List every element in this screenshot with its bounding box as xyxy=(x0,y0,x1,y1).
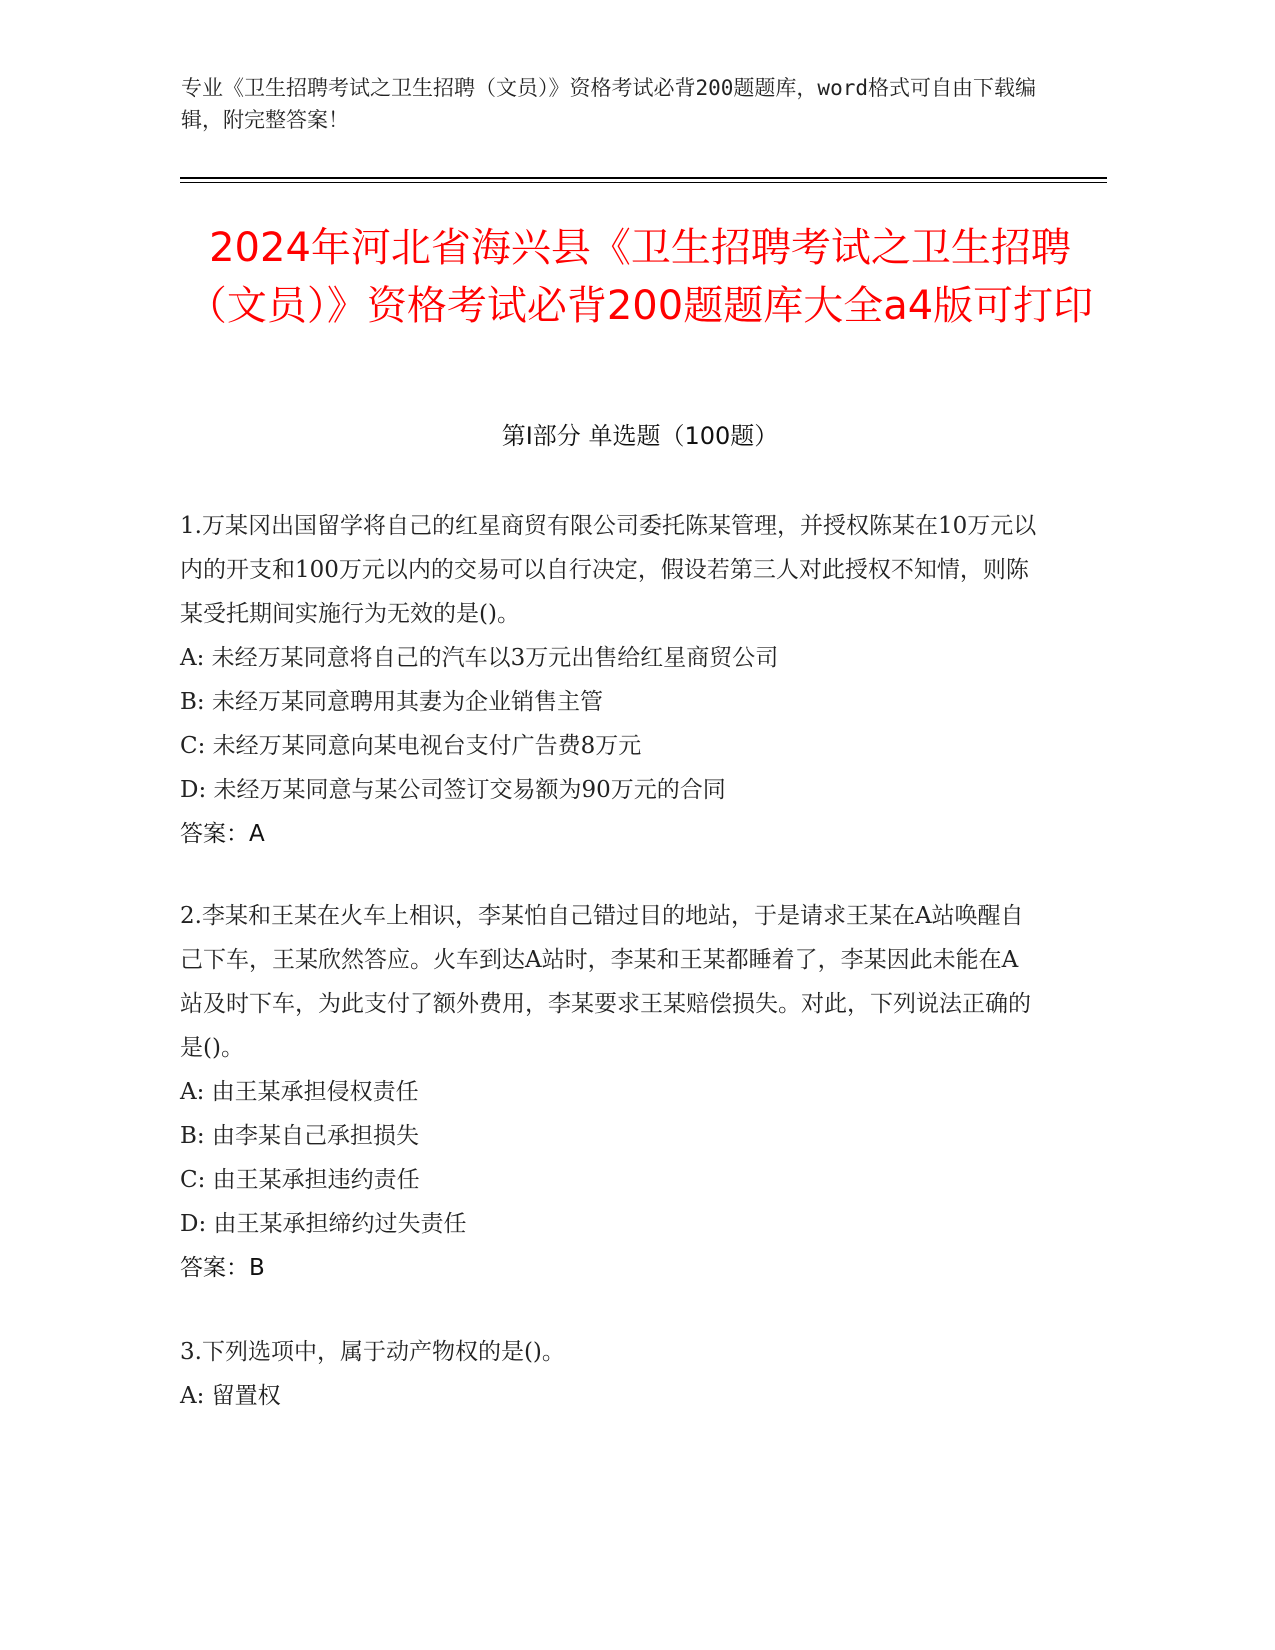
header-divider-thin xyxy=(180,182,1107,183)
section-title: 第I部分 单选题（100题） xyxy=(501,422,779,450)
question-1 xyxy=(180,504,1040,856)
question-2 xyxy=(180,894,1040,1290)
option-b: B: 未经万某同意聘用其妻为企业销售主管 xyxy=(180,689,603,715)
question-stem: 1.万某冈出国留学将自己的红星商贸有限公司委托陈某管理，并授权陈某在10万元以内的开支和100万元以内的交易可以自行决定，假设若第三人对此授权不知情，则陈某受托期间实施行为无效的是()。 xyxy=(180,513,1037,627)
answer-label: 答案：B xyxy=(180,1255,265,1281)
option-b: B: 由李某自己承担损失 xyxy=(180,1123,419,1149)
option-c: C: 未经万某同意向某电视台支付广告费8万元 xyxy=(180,733,642,759)
option-a: A: 未经万某同意将自己的汽车以3万元出售给红星商贸公司 xyxy=(180,645,779,671)
header-divider-thick xyxy=(180,177,1107,179)
answer-label: 答案：A xyxy=(180,821,265,847)
document-title: 2024年河北省海兴县《卫生招聘考试之卫生招聘（文员）》资格考试必背200题题库大全a4版可打印 xyxy=(186,225,1094,329)
option-c: C: 由王某承担违约责任 xyxy=(180,1167,420,1193)
question-stem: 2.李某和王某在火车上相识，李某怕自己错过目的地站，于是请求王某在A站唤醒自己下车，王某欣然答应。火车到达A站时，李某和王某都睡着了，李某因此未能在A站及时下车，为此支付了额外费用，李某要求王某赔偿损失。对此，下列说法正确的是()。 xyxy=(180,903,1031,1061)
option-a: A: 留置权 xyxy=(180,1383,281,1409)
option-d: D: 未经万某同意与某公司签订交易额为90万元的合同 xyxy=(180,777,726,803)
question-3 xyxy=(180,1330,1040,1418)
option-a: A: 由王某承担侵权责任 xyxy=(180,1079,419,1105)
question-stem: 3.下列选项中，属于动产物权的是()。 xyxy=(180,1339,565,1365)
header-note: 专业《卫生招聘考试之卫生招聘（文员）》资格考试必背200题题库，word格式可自由下载编辑，附完整答案！ xyxy=(181,76,1036,132)
option-d: D: 由王某承担缔约过失责任 xyxy=(180,1211,467,1237)
